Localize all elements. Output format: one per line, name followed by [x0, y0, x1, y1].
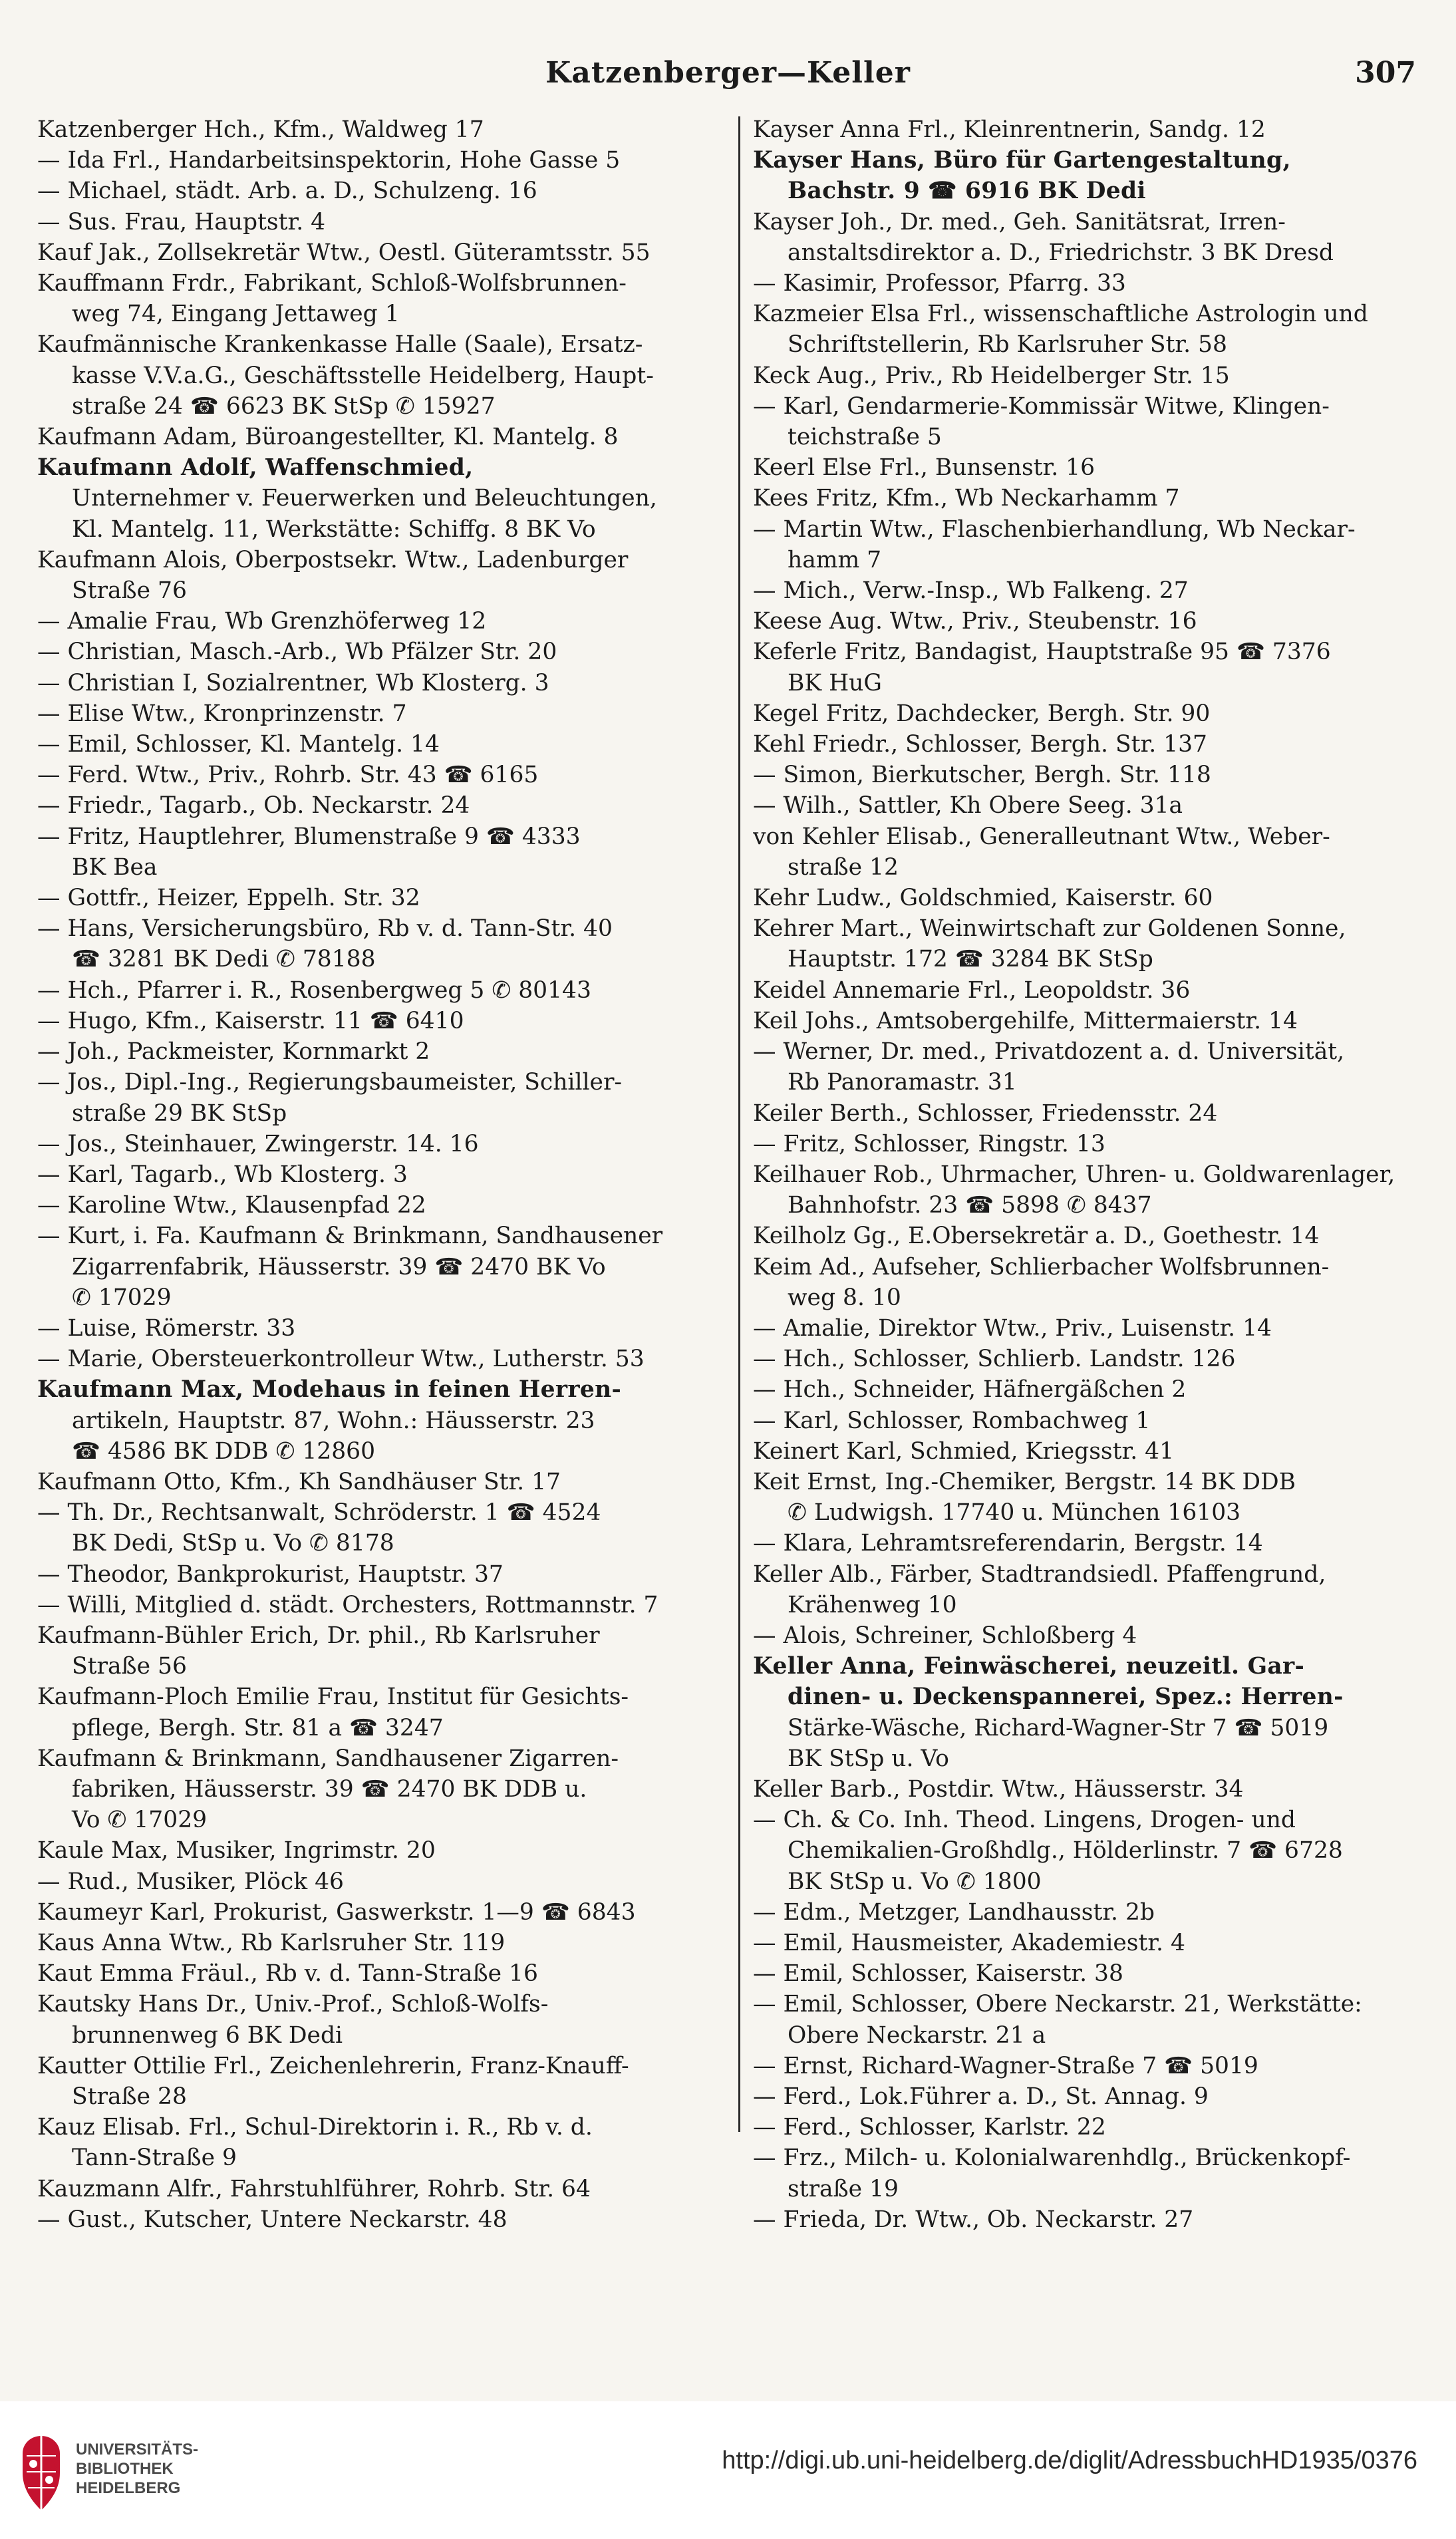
directory-entry-line: — Ida Frl., Handarbeitsinspektorin, Hohe Gasse 5 — [37, 147, 621, 174]
directory-entry-line: Schriftstellerin, Rb Karlsruher Str. 58 — [788, 331, 1227, 359]
page-number: 307 — [1355, 56, 1416, 90]
directory-entry-line: Krähenweg 10 — [788, 1591, 957, 1618]
directory-entry-line: Kaufmann Adolf, Waffenschmied, — [37, 454, 474, 482]
directory-entry-line: — Simon, Bierkutscher, Bergh. Str. 118 — [753, 762, 1211, 789]
directory-entry-line: — Jos., Dipl.-Ing., Regierungsbaumeister, Schiller- — [37, 1069, 623, 1096]
directory-entry-line: Stärke-Wäsche, Richard-Wagner-Str 7 ☎ 5019 — [788, 1714, 1329, 1741]
directory-entry-line: Keilholz Gg., E.Obersekretär a. D., Goethestr. 14 — [753, 1223, 1320, 1250]
directory-entry-line: Kaule Max, Musiker, Ingrimstr. 20 — [37, 1837, 436, 1865]
directory-entry-line: brunnenweg 6 BK Dedi — [72, 2021, 343, 2049]
directory-entry-line: — Emil, Schlosser, Kaiserstr. 38 — [753, 1960, 1123, 1988]
directory-entry-line: — Ernst, Richard-Wagner-Straße 7 ☎ 5019 — [753, 2052, 1258, 2079]
directory-entry-line: Kaufmann & Brinkmann, Sandhausener Zigarren- — [37, 1745, 619, 1772]
right-column — [753, 114, 1445, 2235]
directory-entry-line: — Amalie Frau, Wb Grenzhöferweg 12 — [37, 608, 487, 635]
directory-entry-line: — Kasimir, Professor, Pfarrg. 33 — [753, 270, 1126, 297]
directory-entry-line: — Theodor, Bankprokurist, Hauptstr. 37 — [37, 1561, 504, 1588]
directory-entry-line: kasse V.V.a.G., Geschäftsstelle Heidelberg, Haupt- — [72, 362, 654, 389]
directory-entry-line: — Alois, Schreiner, Schloßberg 4 — [753, 1622, 1137, 1649]
directory-entry-line: Keller Alb., Färber, Stadtrandsiedl. Pfaffengrund, — [753, 1561, 1326, 1588]
directory-entry-line: weg 74, Eingang Jettaweg 1 — [72, 301, 400, 328]
university-library-logo-icon — [17, 2433, 65, 2513]
directory-entry-line: Keese Aug. Wtw., Priv., Steubenstr. 16 — [753, 608, 1197, 635]
directory-entry-line: Keck Aug., Priv., Rb Heidelberger Str. 15 — [753, 362, 1230, 389]
directory-entry-line: — Amalie, Direktor Wtw., Priv., Luisenstr. 14 — [753, 1314, 1272, 1342]
directory-entry-line: Obere Neckarstr. 21 a — [788, 2021, 1046, 2049]
directory-entry-line: — Fritz, Hauptlehrer, Blumenstraße 9 ☎ 4333 — [37, 823, 581, 850]
directory-entry-line: Keiler Berth., Schlosser, Friedensstr. 24 — [753, 1100, 1218, 1127]
directory-entry-line: BK StSp u. Vo ✆ 1800 — [788, 1868, 1042, 1895]
directory-entry-line: Kaufmann Max, Modehaus in feinen Herren- — [37, 1376, 622, 1404]
directory-entry-line: hamm 7 — [788, 546, 882, 573]
directory-entry-line: BK Dedi, StSp u. Vo ✆ 8178 — [72, 1530, 394, 1557]
directory-entry-line: anstaltsdirektor a. D., Friedrichstr. 3 BK Dresd — [788, 239, 1334, 266]
directory-entry-line: Vo ✆ 17029 — [72, 1807, 208, 1834]
directory-entry-line: — Fritz, Schlosser, Ringstr. 13 — [753, 1130, 1105, 1157]
directory-entry-line: weg 8. 10 — [788, 1284, 901, 1311]
directory-entry-line: — Ferd., Lok.Führer a. D., St. Annag. 9 — [753, 2083, 1209, 2110]
directory-entry-line: Kauzmann Alfr., Fahrstuhlführer, Rohrb. Str. 64 — [37, 2175, 591, 2202]
directory-entry-line: Katzenberger Hch., Kfm., Waldweg 17 — [37, 116, 484, 143]
directory-entry-line: — Frieda, Dr. Wtw., Ob. Neckarstr. 27 — [753, 2206, 1194, 2233]
directory-entry-line: — Rud., Musiker, Plöck 46 — [37, 1868, 344, 1895]
directory-entry-line: — Hch., Schlosser, Schlierb. Landstr. 126 — [753, 1346, 1236, 1373]
directory-entry-line: — Christian, Masch.-Arb., Wb Pfälzer Str. 20 — [37, 639, 557, 666]
directory-entry-line: — Mich., Verw.-Insp., Wb Falkeng. 27 — [753, 577, 1189, 605]
directory-entry-line: Kaufmann-Bühler Erich, Dr. phil., Rb Karlsruher — [37, 1622, 600, 1649]
directory-entry-line: — Hch., Pfarrer i. R., Rosenbergweg 5 ✆ 80143 — [37, 976, 591, 1004]
directory-entry-line: von Kehler Elisab., Generalleutnant Wtw., Weber- — [753, 823, 1330, 850]
directory-entry-line: straße 29 BK StSp — [72, 1100, 287, 1127]
directory-entry-line: Keilhauer Rob., Uhrmacher, Uhren- u. Goldwarenlager, — [753, 1161, 1395, 1188]
directory-entry-line: Straße 56 — [72, 1653, 187, 1680]
source-url-link[interactable]: http://digi.ub.uni-heidelberg.de/diglit/AdressbuchHD1935/0376 — [722, 2447, 1417, 2474]
directory-entry-line: Bachstr. 9 ☎ 6916 BK Dedi — [788, 178, 1146, 205]
directory-entry-line: Kaufmann Otto, Kfm., Kh Sandhäuser Str. 17 — [37, 1468, 561, 1495]
directory-entry-line: — Gust., Kutscher, Untere Neckarstr. 48 — [37, 2206, 508, 2233]
directory-entry-line: — Karl, Schlosser, Rombachweg 1 — [753, 1407, 1151, 1434]
directory-entry-line: Kegel Fritz, Dachdecker, Bergh. Str. 90 — [753, 700, 1211, 727]
directory-entry-line: — Hugo, Kfm., Kaiserstr. 11 ☎ 6410 — [37, 1007, 464, 1034]
directory-entry-line: Kauz Elisab. Frl., Schul-Direktorin i. R., Rb v. d. — [37, 2114, 593, 2141]
directory-entry-line: Keinert Karl, Schmied, Kriegsstr. 41 — [753, 1437, 1175, 1465]
directory-entry-line: Rb Panoramastr. 31 — [788, 1069, 1017, 1096]
directory-entry-line: BK Bea — [72, 853, 158, 881]
directory-entry-line: — Elise Wtw., Kronprinzenstr. 7 — [37, 700, 407, 727]
directory-entry-line: — Willi, Mitglied d. städt. Orchesters, Rottmannstr. 7 — [37, 1591, 658, 1618]
directory-entry-line: — Hans, Versicherungsbüro, Rb v. d. Tann-Str. 40 — [37, 915, 613, 943]
directory-entry-line: — Hch., Schneider, Häfnergäßchen 2 — [753, 1376, 1187, 1404]
directory-entry-line: — Sus. Frau, Hauptstr. 4 — [37, 208, 326, 235]
directory-entry-line: — Ferd., Schlosser, Karlstr. 22 — [753, 2114, 1106, 2141]
directory-entry-line: — Emil, Hausmeister, Akademiestr. 4 — [753, 1929, 1185, 1956]
directory-entry-line: straße 24 ☎ 6623 BK StSp ✆ 15927 — [72, 392, 496, 420]
directory-entry-line: teichstraße 5 — [788, 424, 942, 451]
directory-entry-line: Kaus Anna Wtw., Rb Karlsruher Str. 119 — [37, 1929, 506, 1956]
directory-entry-line: — Ch. & Co. Inh. Theod. Lingens, Drogen- und — [753, 1807, 1296, 1834]
directory-entry-line: — Martin Wtw., Flaschenbierhandlung, Wb Neckar- — [753, 516, 1356, 543]
directory-entry-line: pflege, Bergh. Str. 81 a ☎ 3247 — [72, 1714, 444, 1741]
directory-entry-line: Kees Fritz, Kfm., Wb Neckarhamm 7 — [753, 485, 1180, 512]
directory-entry-line: — Jos., Steinhauer, Zwingerstr. 14. 16 — [37, 1130, 479, 1157]
library-name-line: UNIVERSITÄTS- — [76, 2441, 199, 2459]
directory-entry-line: Unternehmer v. Feuerwerken und Beleuchtungen, — [72, 485, 657, 512]
directory-entry-line: — Christian I, Sozialrentner, Wb Klosterg. 3 — [37, 669, 549, 696]
directory-entry-line: BK StSp u. Vo — [788, 1745, 949, 1772]
directory-entry-line: Kaut Emma Fräul., Rb v. d. Tann-Straße 16 — [37, 1960, 538, 1988]
directory-entry-line: fabriken, Häusserstr. 39 ☎ 2470 BK DDB u. — [72, 1775, 587, 1803]
directory-entry-line: Kauffmann Frdr., Fabrikant, Schloß-Wolfsbrunnen- — [37, 270, 627, 297]
directory-entry-line: — Th. Dr., Rechtsanwalt, Schröderstr. 1 ☎ 4524 — [37, 1499, 601, 1527]
directory-entry-line: Zigarrenfabrik, Häusserstr. 39 ☎ 2470 BK Vo — [72, 1253, 606, 1280]
directory-entry-line: — Karoline Wtw., Klausenpfad 22 — [37, 1192, 426, 1219]
directory-entry-line: Kauf Jak., Zollsekretär Wtw., Oestl. Güteramtsstr. 55 — [37, 239, 651, 266]
directory-entry-line: ☎ 3281 BK Dedi ✆ 78188 — [72, 946, 376, 973]
directory-entry-line: ✆ Ludwigsh. 17740 u. München 16103 — [788, 1499, 1241, 1527]
directory-entry-line: — Edm., Metzger, Landhausstr. 2b — [753, 1898, 1155, 1926]
directory-entry-line: Kl. Mantelg. 11, Werkstätte: Schiffg. 8 BK Vo — [72, 516, 596, 543]
library-name — [76, 2440, 198, 2498]
directory-entry-line: Kaumeyr Karl, Prokurist, Gaswerkstr. 1—9 ☎ 6843 — [37, 1898, 636, 1926]
directory-entry-line: Kautter Ottilie Frl., Zeichenlehrerin, Franz-Knauff- — [37, 2052, 629, 2079]
directory-entry-line: Chemikalien-Großhdlg., Hölderlinstr. 7 ☎ 6728 — [788, 1837, 1343, 1865]
footer — [0, 2401, 1456, 2539]
directory-entry-line: Kehr Ludw., Goldschmied, Kaiserstr. 60 — [753, 885, 1213, 912]
directory-entry-line: Kehl Friedr., Schlosser, Bergh. Str. 137 — [753, 731, 1207, 758]
directory-entry-line: Kayser Hans, Büro für Gartengestaltung, — [753, 147, 1291, 174]
directory-entry-line: ☎ 4586 BK DDB ✆ 12860 — [72, 1437, 376, 1465]
directory-entry-line: — Klara, Lehramtsreferendarin, Bergstr. 14 — [753, 1530, 1263, 1557]
directory-entry-line: Kehrer Mart., Weinwirtschaft zur Goldenen Sonne, — [753, 915, 1346, 943]
page-header — [0, 52, 1456, 98]
directory-entry-line: Kaufmännische Krankenkasse Halle (Saale), Ersatz- — [37, 331, 643, 359]
left-column — [37, 114, 729, 2235]
directory-entry-line: Keil Johs., Amtsobergehilfe, Mittermaierstr. 14 — [753, 1007, 1298, 1034]
directory-entry-line: dinen- u. Deckenspannerei, Spez.: Herren- — [788, 1684, 1344, 1711]
directory-entry-line: — Werner, Dr. med., Privatdozent a. d. Universität, — [753, 1038, 1345, 1066]
directory-entry-line: Tann-Straße 9 — [72, 2145, 237, 2172]
directory-entry-line: ✆ 17029 — [72, 1284, 172, 1311]
column-divider — [738, 116, 740, 2132]
directory-entry-line: Kayser Joh., Dr. med., Geh. Sanitätsrat, Irren- — [753, 208, 1286, 235]
directory-entry-line: Kazmeier Elsa Frl., wissenschaftliche Astrologin und — [753, 301, 1368, 328]
directory-entry-line: — Emil, Schlosser, Obere Neckarstr. 21, Werkstätte: — [753, 1991, 1362, 2018]
directory-entry-line: — Karl, Gendarmerie-Kommissär Witwe, Klingen- — [753, 392, 1330, 420]
directory-entry-line: Keit Ernst, Ing.-Chemiker, Bergstr. 14 BK DDB — [753, 1468, 1296, 1495]
directory-entry-line: — Friedr., Tagarb., Ob. Neckarstr. 24 — [37, 792, 470, 820]
directory-entry-line: — Gottfr., Heizer, Eppelh. Str. 32 — [37, 885, 420, 912]
directory-entry-line: Kaufmann Adam, Büroangestellter, Kl. Mantelg. 8 — [37, 424, 619, 451]
directory-entry-line: — Kurt, i. Fa. Kaufmann & Brinkmann, Sandhausener — [37, 1223, 663, 1250]
directory-entry-line: Kaufmann Alois, Oberpostsekr. Wtw., Ladenburger — [37, 546, 629, 573]
directory-entry-line: Keidel Annemarie Frl., Leopoldstr. 36 — [753, 976, 1191, 1004]
directory-entry-line: Keim Ad., Aufseher, Schlierbacher Wolfsbrunnen- — [753, 1253, 1330, 1280]
directory-entry-line: — Emil, Schlosser, Kl. Mantelg. 14 — [37, 731, 440, 758]
directory-entry-line: straße 12 — [788, 853, 899, 881]
directory-entry-line: Keferle Fritz, Bandagist, Hauptstraße 95 ☎ 7376 — [753, 639, 1331, 666]
directory-entry-line: Keller Anna, Feinwäscherei, neuzeitl. Gar- — [753, 1653, 1305, 1680]
library-name-line: BIBLIOTHEK — [76, 2460, 174, 2478]
directory-entry-line: — Frz., Milch- u. Kolonialwarenhdlg., Brückenkopf- — [753, 2145, 1351, 2172]
directory-entry-line: Hauptstr. 172 ☎ 3284 BK StSp — [788, 946, 1153, 973]
directory-entry-line: BK HuG — [788, 669, 882, 696]
page-title: Katzenberger—Keller — [545, 56, 911, 90]
directory-entry-line: — Joh., Packmeister, Kornmarkt 2 — [37, 1038, 430, 1066]
directory-entry-line: — Marie, Obersteuerkontrolleur Wtw., Lutherstr. 53 — [37, 1346, 645, 1373]
directory-entry-line: Kautsky Hans Dr., Univ.-Prof., Schloß-Wolfs- — [37, 1991, 549, 2018]
directory-entry-line: Kayser Anna Frl., Kleinrentnerin, Sandg. 12 — [753, 116, 1266, 143]
directory-entry-line: Straße 76 — [72, 577, 187, 605]
directory-entry-line: straße 19 — [788, 2175, 899, 2202]
directory-entry-line: artikeln, Hauptstr. 87, Wohn.: Häusserstr. 23 — [72, 1407, 595, 1434]
directory-entry-line: Kaufmann-Ploch Emilie Frau, Institut für Gesichts- — [37, 1684, 629, 1711]
directory-entry-line: Bahnhofstr. 23 ☎ 5898 ✆ 8437 — [788, 1192, 1152, 1219]
directory-entry-line: — Karl, Tagarb., Wb Klosterg. 3 — [37, 1161, 408, 1188]
directory-entry-line: Keller Barb., Postdir. Wtw., Häusserstr. 34 — [753, 1775, 1244, 1803]
directory-entry-line: Keerl Else Frl., Bunsenstr. 16 — [753, 454, 1095, 482]
directory-entry-line: Straße 28 — [72, 2083, 187, 2110]
directory-entry-line: — Michael, städt. Arb. a. D., Schulzeng. 16 — [37, 178, 537, 205]
directory-entry-line: — Ferd. Wtw., Priv., Rohrb. Str. 43 ☎ 6165 — [37, 762, 539, 789]
directory-entry-line: — Luise, Römerstr. 33 — [37, 1314, 296, 1342]
library-name-line: HEIDELBERG — [76, 2479, 181, 2497]
directory-entry-line: — Wilh., Sattler, Kh Obere Seeg. 31a — [753, 792, 1183, 820]
